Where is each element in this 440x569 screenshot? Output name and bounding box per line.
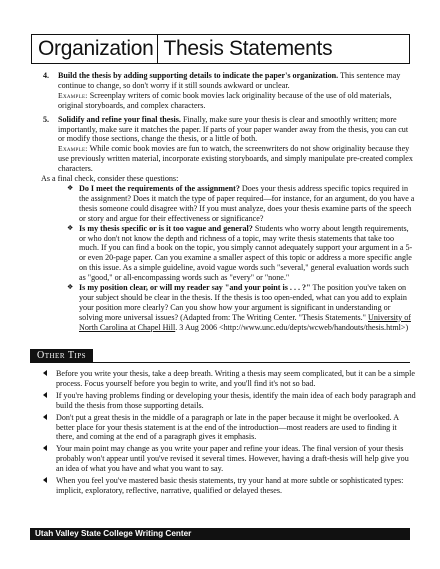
tip-item — [34, 476, 416, 496]
title-thesis-statements: Thesis Statements — [163, 37, 333, 60]
page-title-box — [31, 34, 410, 64]
tip-item — [34, 391, 416, 411]
step-body: Finally, make sure your thesis is clear and smoothly written; more importantly, make sure it matches the paper. If parts of your paper wander away from the thesis, you can cut or modify those sections, change the thesis, or a little of both. — [58, 114, 409, 144]
example-label: Example: — [58, 144, 88, 154]
step-lead: Solidify and refine your final thesis. — [58, 114, 181, 124]
question-body: The position you've taken on your subject should be clear in the thesis. If the thesis is too open-ended, what can you add to explain your position more clearly? Can you show how your argument is significant in understanding or solving more universal issues? (Adapted from: The Writing Center. "Thesis Statements." — [79, 283, 407, 322]
step-lead: Build the thesis by adding supporting details to indicate the paper's organization. — [58, 71, 339, 80]
step-4 — [34, 71, 416, 91]
question-tail: . 3 Aug 2006 <http://www.unc.edu/depts/wcweb/handouts/thesis.html>) — [175, 322, 409, 332]
diamond-bullet-icon: ❖ — [67, 223, 74, 232]
final-check-intro: As a final check, consider these questions: — [41, 174, 179, 184]
question-lead: Is my position clear, or will my reader say "and your point is . . . ?" — [79, 283, 311, 293]
step-5 — [34, 115, 416, 145]
tip-text: Before you write your thesis, take a deep breath. Writing a thesis may seem complicated, but it can be a simple process. Focus yourself before you begin to write, and you'll find it's not so bad. — [56, 369, 415, 388]
example-label: Example: — [58, 90, 88, 100]
tip-item — [34, 444, 416, 474]
arrow-bullet-icon — [43, 370, 47, 376]
tip-text: Your main point may change as you write your paper and refine your ideas. The final version of your thesis probably won't appear until you've revised it several times. However, having a draft-thesis will help give you an idea of what you have and what you want to say. — [56, 444, 409, 474]
question-body: Students who worry about length requirements, or who don't not know the depth and richness of a topic, may write thesis statements that take too much. If you can find a book on the topic, you simply cannot adequately support your argument in a 5- or even 20-page paper. Can you examine a smaller aspect of this topic or address a more specific angle on this issue. As a simple guideline, avoid vague words such "several," general evaluation words such as "good," or all-encompassing words such as "every" or "none." — [79, 223, 413, 283]
question-body: Does your thesis address specific topics required in the assignment? Does it match the type of paper required—for instance, for an argument, do you have a thesis someone could disagree with? If you must analyze, does your thesis examine parts of the speech or story and argue for their effectiveness or significance? — [79, 183, 415, 223]
step-number: 5. — [43, 114, 50, 124]
step-body: This sentence may continue to change, so don't worry if it still sounds awkward or unclear. — [58, 71, 401, 90]
tip-text: When you feel you've mastered basic thesis statements, try your hand at more subtle or sophisticated types: implicit, exploratory, reflective, narrative, qualified or delayed theses. — [56, 476, 404, 495]
example-text: Screenplay writers of comic book movies lack originality because of the use of old materials, original storyboards, and complex characters. — [58, 90, 392, 110]
step-5-example — [34, 144, 416, 174]
section-divider — [30, 362, 410, 363]
step-number: 4. — [43, 71, 50, 80]
diamond-bullet-icon: ❖ — [67, 183, 74, 192]
footer-bar: Utah Valley State College Writing Center — [30, 528, 410, 540]
diamond-bullet-icon: ❖ — [67, 283, 74, 292]
question-position — [34, 283, 416, 333]
title-organization: Organization — [32, 35, 158, 63]
main-content — [34, 71, 416, 333]
step-4-example — [34, 91, 416, 111]
source-link[interactable]: University of North Carolina at Chapel Hill — [79, 312, 411, 332]
tip-text: If you're having problems finding or developing your thesis, identify the main idea of each body paragraph and build the thesis from those supporting details. — [56, 390, 416, 410]
question-specific — [34, 224, 416, 283]
other-tips-list — [34, 369, 416, 498]
question-lead: Do I meet the requirements of the assignment? — [79, 183, 240, 193]
tip-item — [34, 369, 416, 389]
question-requirements — [34, 184, 416, 224]
other-tips-header — [30, 349, 410, 362]
other-tips-heading: Other Tips — [30, 349, 93, 363]
example-text: While comic book movies are fun to watch, the screenwriters do not show originality because they use previously written material, incorporate existing storyboards, and simply manipulate pre-created complex characters. — [58, 144, 413, 174]
arrow-bullet-icon — [43, 414, 47, 420]
question-lead: Is my thesis specific or is it too vague and general? — [79, 223, 253, 233]
tip-text: Don't put a great thesis in the middle of a paragraph or late in the paper because it might be overlooked. A better place for your thesis statement is at the end of the introduction—most readers are used to finding it there, and coming at the end of a paragraph gives it emphasis. — [56, 412, 399, 442]
tip-item — [34, 413, 416, 443]
arrow-bullet-icon — [43, 445, 47, 451]
arrow-bullet-icon — [43, 392, 47, 398]
arrow-bullet-icon — [43, 477, 47, 483]
